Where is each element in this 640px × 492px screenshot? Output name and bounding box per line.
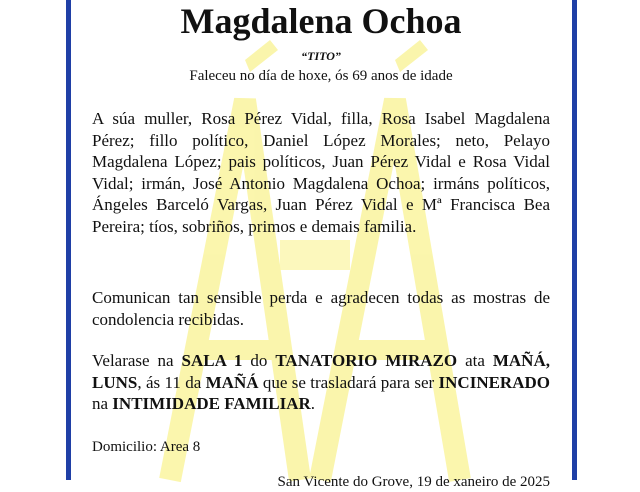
vigil-day: MAÑÁ, LUNS: [92, 351, 550, 392]
vigil-text-4: , ás 11 da: [137, 372, 206, 392]
vigil-room: SALA 1: [181, 351, 243, 370]
vigil-text-2: do: [242, 351, 276, 370]
vigil-text-7: .: [310, 394, 316, 413]
death-announcement: Faleceu no día de hoxe, ós 69 anos de idade: [189, 68, 453, 84]
thanks-paragraph: Comunican tan sensible perda e agradecen todas as mostras de condolencia recibidas.: [92, 288, 550, 329]
vigil-morning: MAÑÁ: [205, 372, 259, 392]
left-border-line: [66, 0, 71, 480]
vigil-text-3: ata: [457, 351, 493, 370]
right-border-line: [572, 0, 577, 480]
vigil-text-6: na: [92, 394, 113, 413]
vigil-text-1: Velarase na: [92, 351, 182, 370]
vigil-funeral-home: TANATORIO MIRAZO: [275, 351, 458, 370]
deceased-name: Magdalena Ochoa: [180, 1, 462, 41]
vigil-text-5: que se trasladará para ser: [258, 372, 439, 392]
home-address: Domicilio: Area 8: [92, 439, 201, 455]
vigil-privacy: INTIMIDADE FAMILIAR: [112, 394, 311, 413]
relatives-paragraph: A súa muller, Rosa Pérez Vidal, filla, Rosa Isabel Magdalena Pérez; fillo político, Daniel López Morales; neto, Pelayo Magdalena López; pais políticos, Juan Pérez Vidal e Rosa Vidal Vidal; irmán, José Antonio Magdalena Ochoa; irmáns políticos, Ángeles Barceló Vargas, Juan Pérez Vidal e Mª Francisca Bea Pereira; tíos, sobriños, primos e demais familia.: [92, 109, 550, 236]
place-and-date: San Vicente do Grove, 19 de xaneiro de 2025: [277, 474, 550, 490]
vigil-paragraph: [92, 350, 550, 415]
deceased-nickname: “TITO”: [301, 49, 341, 63]
vigil-cremation: INCINERADO: [438, 372, 550, 392]
